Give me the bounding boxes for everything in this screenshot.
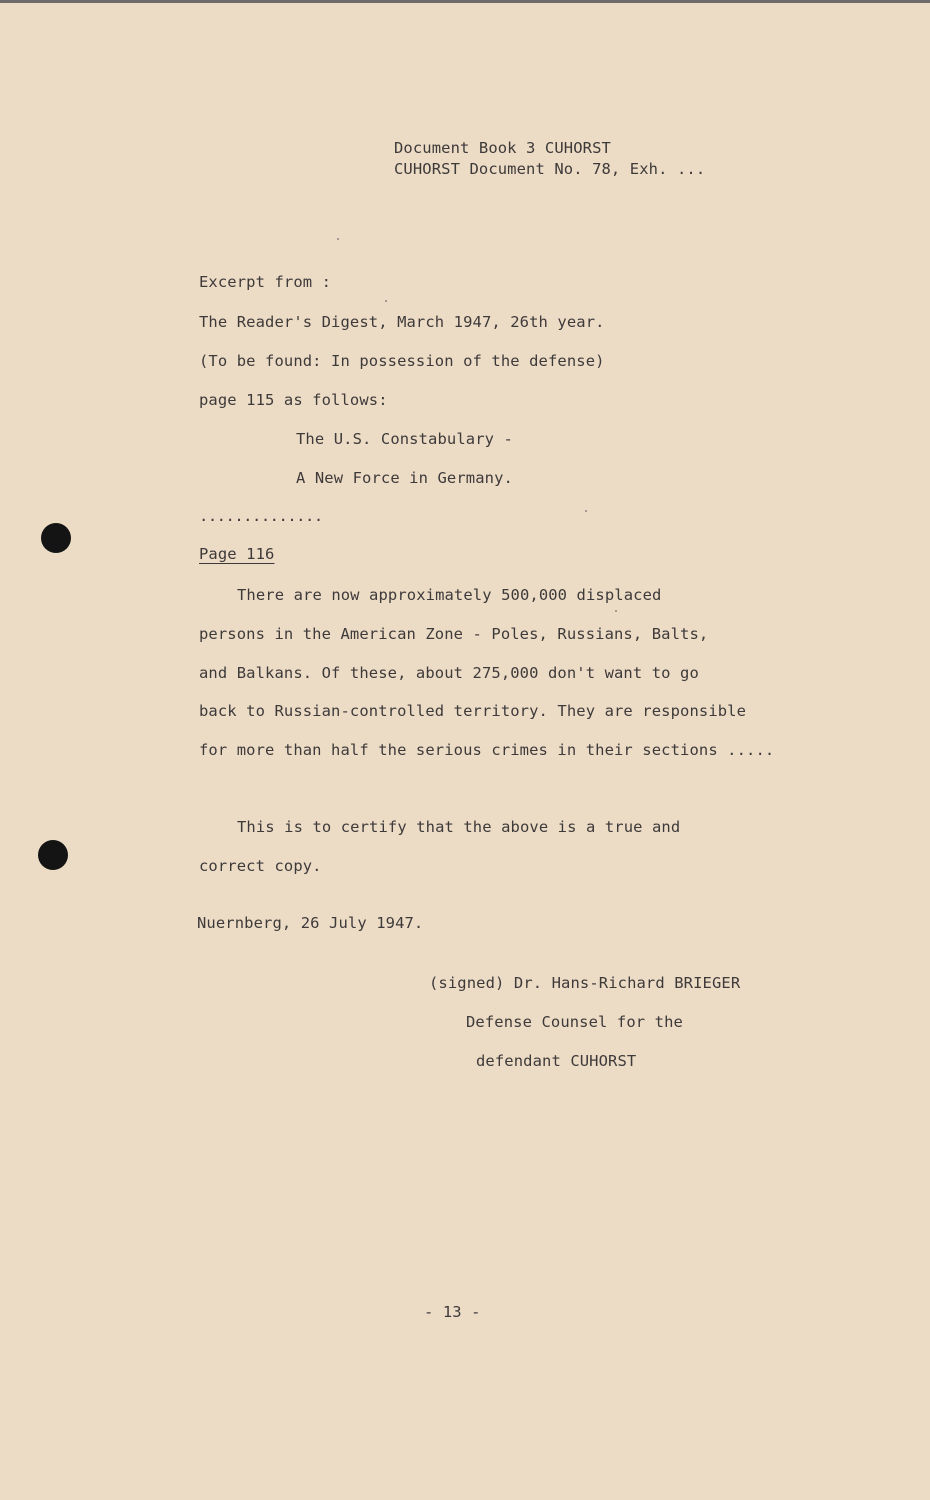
certification-line-1: This is to certify that the above is a true and [237,818,681,836]
location-line: (To be found: In possession of the defense) [199,352,605,370]
paper-speck [585,510,587,512]
header-line-1: Document Book 3 CUHORST [394,139,611,157]
place-date: Nuernberg, 26 July 1947. [197,914,424,932]
signature-line-1: (signed) Dr. Hans-Richard BRIEGER [429,974,741,992]
signature-line-2: Defense Counsel for the [466,1013,683,1031]
paper-speck [337,238,339,240]
top-edge-line [0,0,930,3]
signature-line-3: defendant CUHORST [476,1052,637,1070]
page-reference: page 115 as follows: [199,391,388,409]
paper-speck [385,300,387,302]
page-number: - 13 - [424,1303,481,1321]
paper-speck [615,610,617,612]
excerpt-line-4: back to Russian-controlled territory. They are responsible [199,702,747,720]
article-title-2: A New Force in Germany. [296,469,513,487]
excerpt-line-1: There are now approximately 500,000 displaced [237,586,662,604]
header-line-2: CUHORST Document No. 78, Exh. ... [394,160,706,178]
article-title-1: The U.S. Constabulary - [296,430,513,448]
source-line: The Reader's Digest, March 1947, 26th year. [199,313,605,331]
page-116-label: Page 116 [199,545,275,563]
punch-hole-lower [38,840,68,870]
excerpt-from-label: Excerpt from : [199,273,332,291]
certification-line-2: correct copy. [199,857,322,875]
separator-dots: .............. [199,507,323,525]
excerpt-line-3: and Balkans. Of these, about 275,000 don't want to go [199,664,699,682]
punch-hole-upper [41,523,71,553]
excerpt-line-5: for more than half the serious crimes in their sections ..... [199,741,775,759]
excerpt-line-2: persons in the American Zone - Poles, Russians, Balts, [199,625,709,643]
